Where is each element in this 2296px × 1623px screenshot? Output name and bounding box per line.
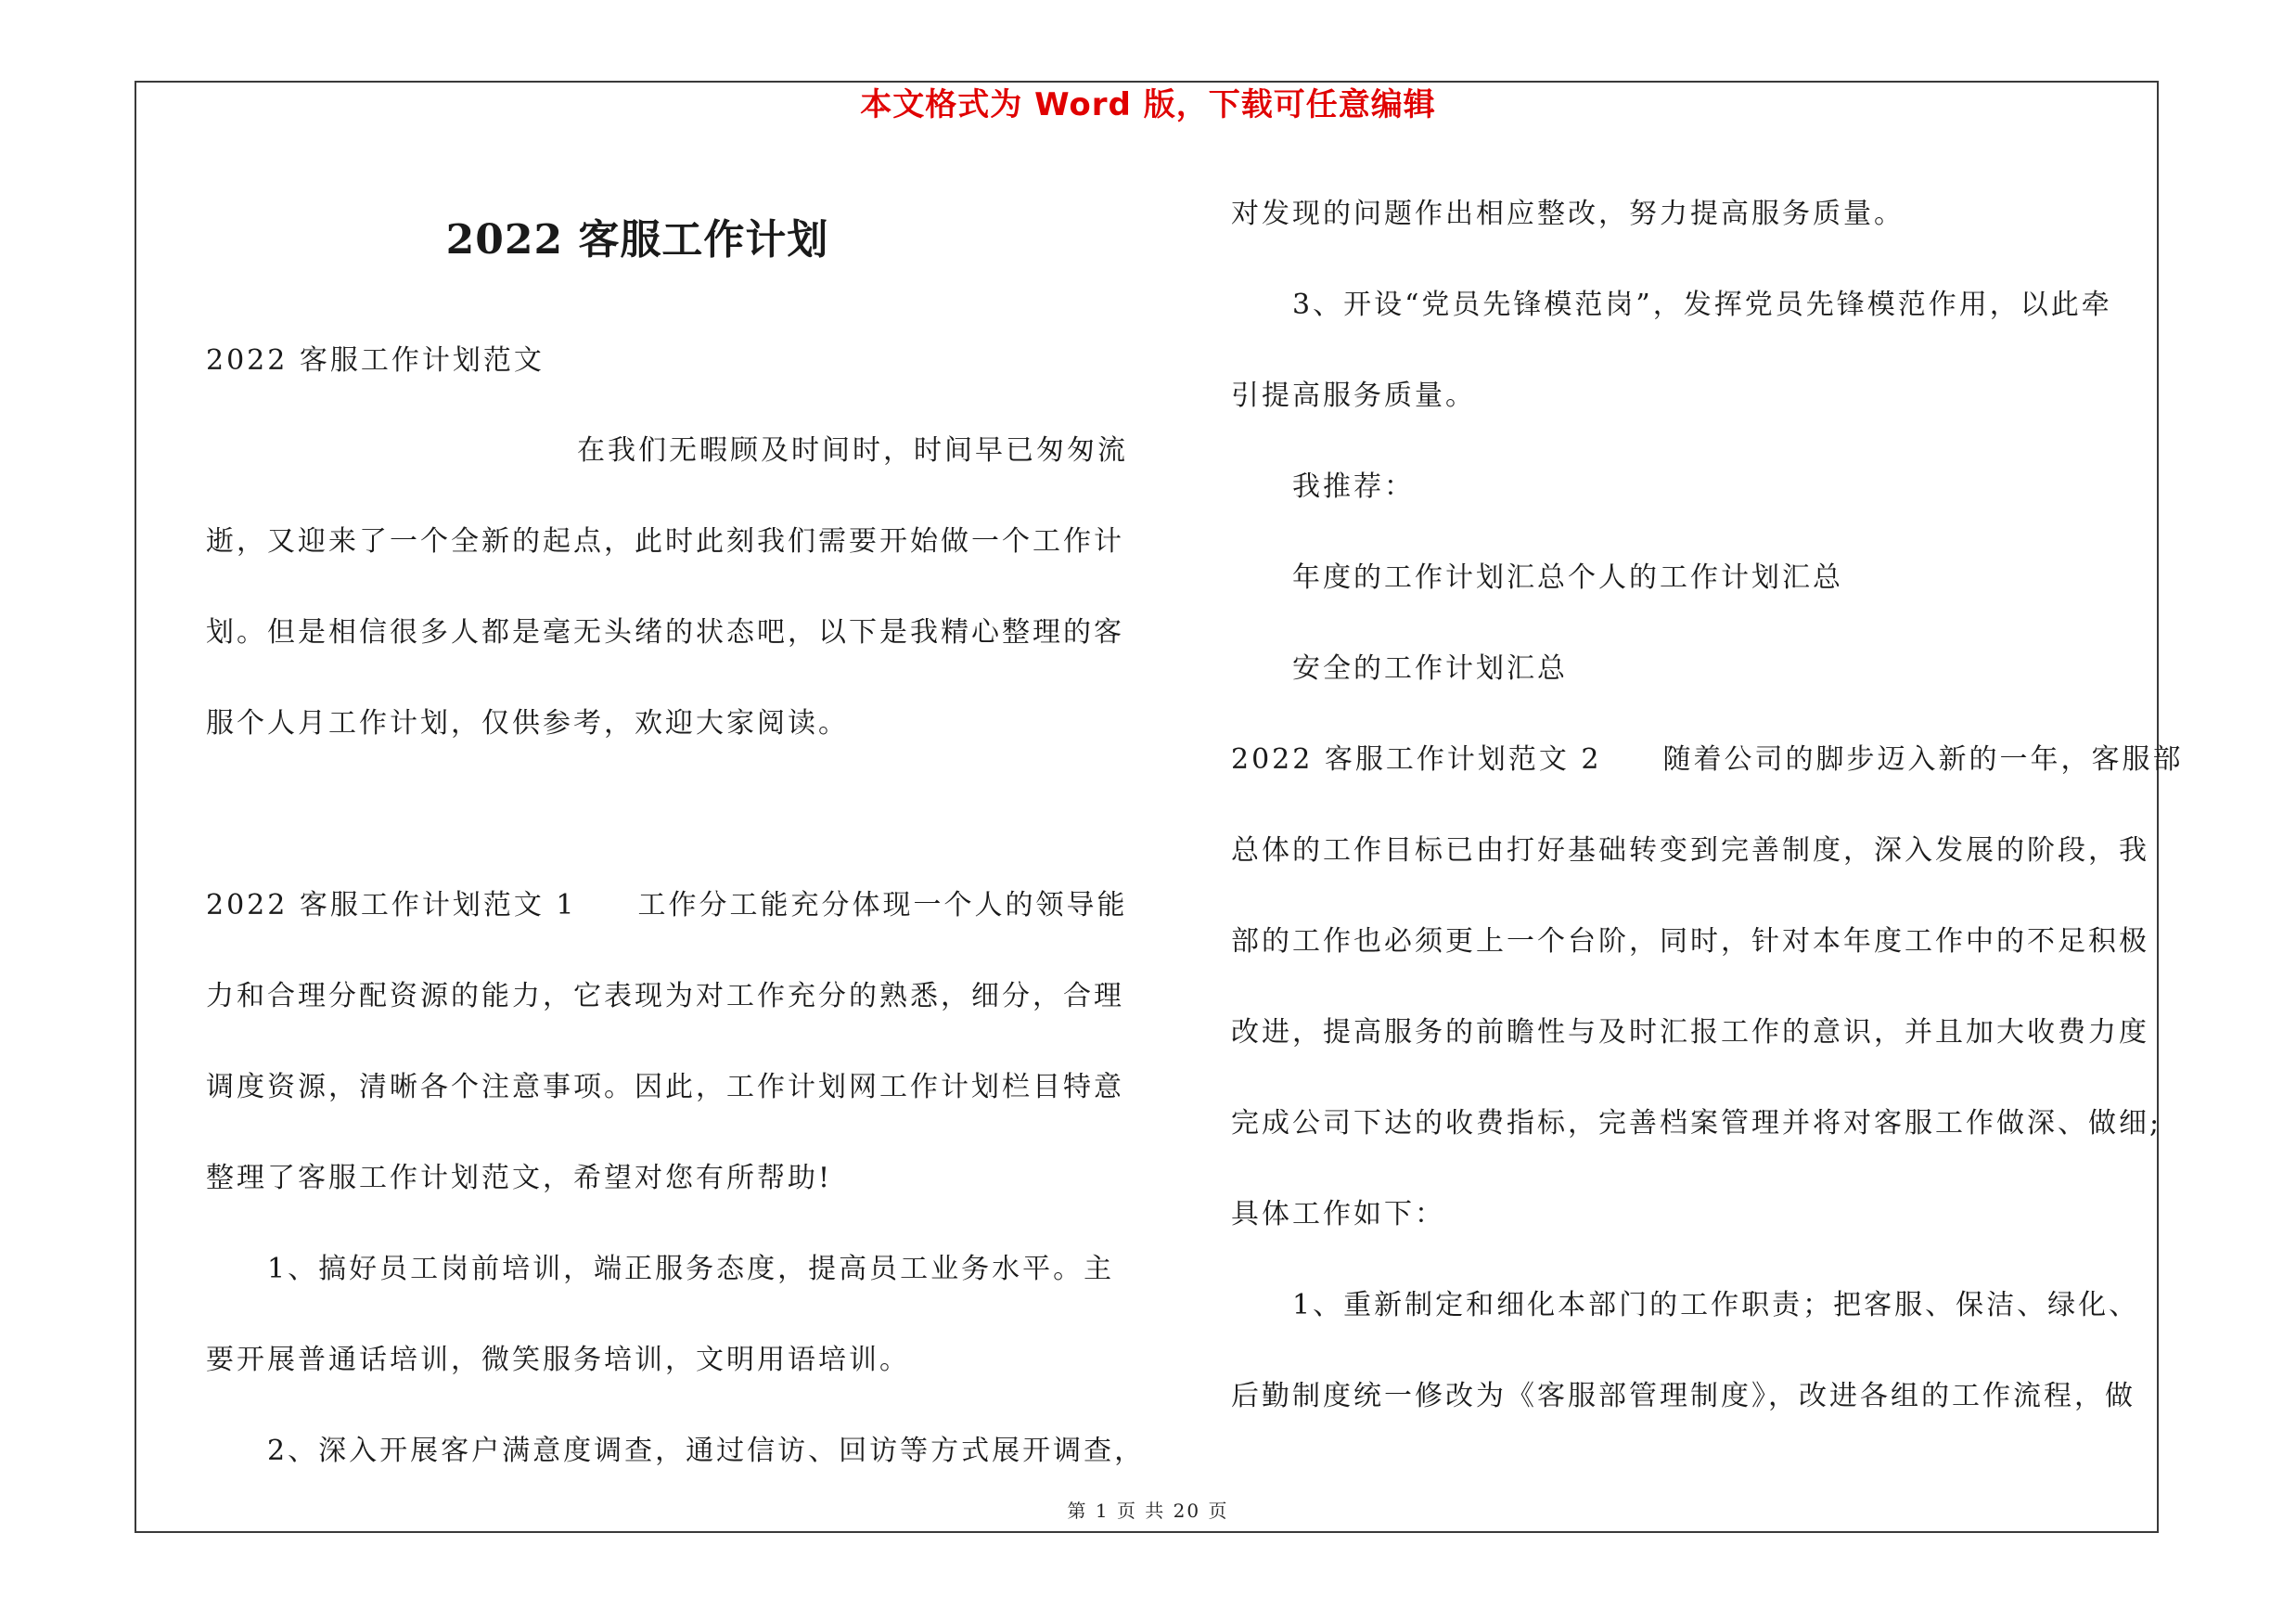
paragraph-line: 引提高服务质量。 <box>1231 380 1476 412</box>
paragraph-line: 逝，又迎来了一个全新的起点，此时此刻我们需要开始做一个工作计 <box>206 525 1124 558</box>
paragraph-line: 整理了客服工作计划范文，希望对您有所帮助! <box>206 1162 833 1194</box>
paragraph-line: 1、搞好员工岗前培训，端正服务态度，提高员工业务水平。主 <box>267 1253 1115 1285</box>
paragraph-line: 后勤制度统一修改为《客服部管理制度》，改进各组的工作流程，做 <box>1231 1380 2136 1412</box>
paragraph-line: 要开展普通话培训，微笑服务培训，文明用语培训。 <box>206 1344 910 1376</box>
paragraph-line: 力和合理分配资源的能力，它表现为对工作充分的熟悉，细分，合理 <box>206 980 1124 1012</box>
page-number-footer: 第 1 页 共 20 页 <box>1067 1500 1229 1522</box>
paragraph-line: 在我们无暇顾及时间时，时间早已匆匆流 <box>577 434 1128 467</box>
paragraph-line: 总体的工作目标已由打好基础转变到完善制度，深入发展的阶段，我 <box>1231 834 2149 867</box>
paragraph-line: 3、开设“党员先锋模范岗”，发挥党员先锋模范作用，以此牵 <box>1292 289 2112 321</box>
paragraph-line: 具体工作如下： <box>1231 1198 1445 1230</box>
paragraph-line: 部的工作也必须更上一个台阶，同时，针对本年度工作中的不足积极 <box>1231 925 2149 958</box>
document-title: 2022 客服工作计划 <box>445 216 829 264</box>
recommend-link-line: 安全的工作计划汇总 <box>1292 652 1568 685</box>
recommend-label: 我推荐： <box>1292 470 1415 503</box>
paragraph-line: 划。但是相信很多人都是毫无头绪的状态吧，以下是我精心整理的客 <box>206 616 1124 649</box>
paragraph-line: 1、重新制定和细化本部门的工作职责；把客服、保洁、绿化、 <box>1292 1289 2140 1321</box>
paragraph-line: 改进，提高服务的前瞻性与及时汇报工作的意识，并且加大收费力度 <box>1231 1016 2149 1049</box>
paragraph-line: 对发现的问题作出相应整改，努力提高服务质量。 <box>1231 198 1905 230</box>
word-format-banner: 本文格式为 Word 版，下载可任意编辑 <box>860 86 1436 123</box>
subtitle: 2022 客服工作计划范文 <box>206 344 545 377</box>
recommend-link-line: 年度的工作计划汇总个人的工作计划汇总 <box>1292 561 1843 594</box>
paragraph-line: 调度资源，清晰各个注意事项。因此，工作计划网工作计划栏目特意 <box>206 1071 1124 1103</box>
paragraph-line: 2022 客服工作计划范文 1 工作分工能充分体现一个人的领导能 <box>206 889 1128 921</box>
paragraph-line: 2022 客服工作计划范文 2 随着公司的脚步迈入新的一年，客服部 <box>1231 743 2184 776</box>
paragraph-line: 服个人月工作计划，仅供参考，欢迎大家阅读。 <box>206 707 849 740</box>
paragraph-line: 2、深入开展客户满意度调查，通过信访、回访等方式展开调查， <box>267 1435 1146 1467</box>
paragraph-line: 完成公司下达的收费指标，完善档案管理并将对客服工作做深、做细; <box>1231 1107 2162 1140</box>
